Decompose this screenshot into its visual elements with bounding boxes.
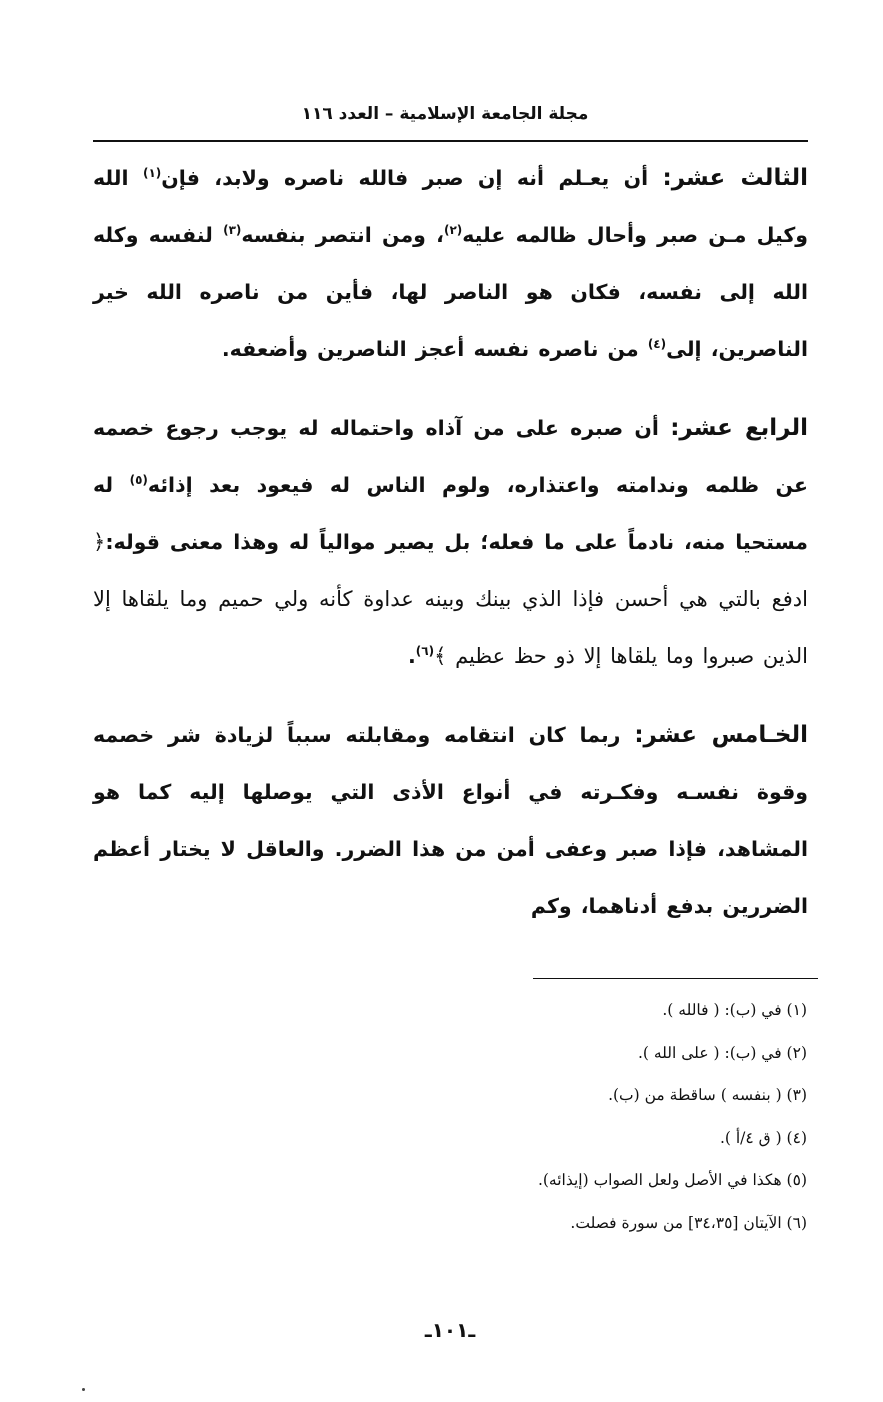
footnote-ref: (٤) (647, 337, 667, 352)
paragraph-text: . (408, 644, 416, 668)
paragraph-text: لنفسه وكله الله إلى نفسه، فكان هو الناصر لها، فأين من ناصره الله خير الناصرين، إلى (93, 223, 808, 361)
footnotes (300, 992, 807, 1247)
paragraph-text: الله وكيل مـن صبر وأحال ظالمه عليه (93, 166, 808, 247)
paragraph-14 (93, 400, 808, 685)
footnote-item: (٤) ( ق ٤/أ ). (719, 1128, 807, 1147)
paragraph-heading: الخـامس عشر: (634, 722, 808, 748)
footnote-item: (٢) في (ب): ( على الله ). (637, 1043, 807, 1062)
footnote-item: (٦) الآيتان [٣٤،٣٥] من سورة فصلت. (570, 1213, 807, 1232)
footnote-item: (١) في (ب): ( فالله ). (662, 1001, 807, 1019)
paragraph-13 (93, 150, 808, 378)
footnote-divider (533, 978, 818, 979)
footnote-item: (٥) هكذا في الأصل ولعل الصواب (إيذائه). (537, 1171, 807, 1189)
footnote-ref: (١) (142, 166, 162, 181)
footnote-ref: (٣) (223, 223, 242, 238)
footnote-item: (٣) ( بنفسه ) ساقطة من (ب). (608, 1086, 807, 1104)
paragraph-15 (93, 707, 808, 935)
paragraph-text: ، ومن انتصر بنفسه (241, 223, 444, 247)
footnote-ref: (٦) (415, 644, 435, 659)
page-number: ـ١٠١ـ (424, 1318, 476, 1342)
paragraph-text: من ناصره نفسه أعجز الناصرين وأضعفه. (221, 337, 648, 361)
paragraph-text: ربما كان انتقامه ومقابلته سبباً لزيادة شر خصمه وقوة نفسـه وفكـرته في أنواع الأذى التي يوصلها إليه كما هو المشاهد، فإذا صبر وعفى أمن من هذا الضرر. والعاقل لا يختار أعظم الضررين بدفع أدناهما، وكم (93, 723, 808, 918)
paragraph-heading: الرابع عشر: (670, 415, 809, 441)
quran-verse: ﴿ ادفع بالتي هي أحسن فإذا الذي بينك وبينه عداوة كأنه ولي حميم وما يلقاها إلا الذين صبروا وما يلقاها إلا ذو حظ عظيم ﴾ (93, 530, 808, 668)
paragraph-text: أن يعـلم أنه إن صبر فالله ناصره ولابد، فإن (161, 166, 663, 190)
running-header: مجلة الجامعة الإسلامية – العدد ١١٦ (301, 104, 589, 124)
paragraph-text: له مستحيا منه، نادماً على ما فعله؛ بل يصير موالياً له وهذا معنى قوله: (93, 473, 808, 554)
paragraph-heading: الثالث عشر: (662, 165, 808, 191)
main-text (93, 150, 808, 957)
header-divider (93, 140, 808, 142)
footnote-ref: (٢) (443, 223, 463, 238)
footnote-ref: (٥) (129, 473, 148, 488)
scan-speck (82, 1388, 85, 1391)
paragraph-text: أن صبره على من آذاه واحتماله له يوجب رجوع خصمه عن ظلمه وندامته واعتذاره، ولوم الناس له فيعود بعد إذائه (93, 416, 808, 497)
